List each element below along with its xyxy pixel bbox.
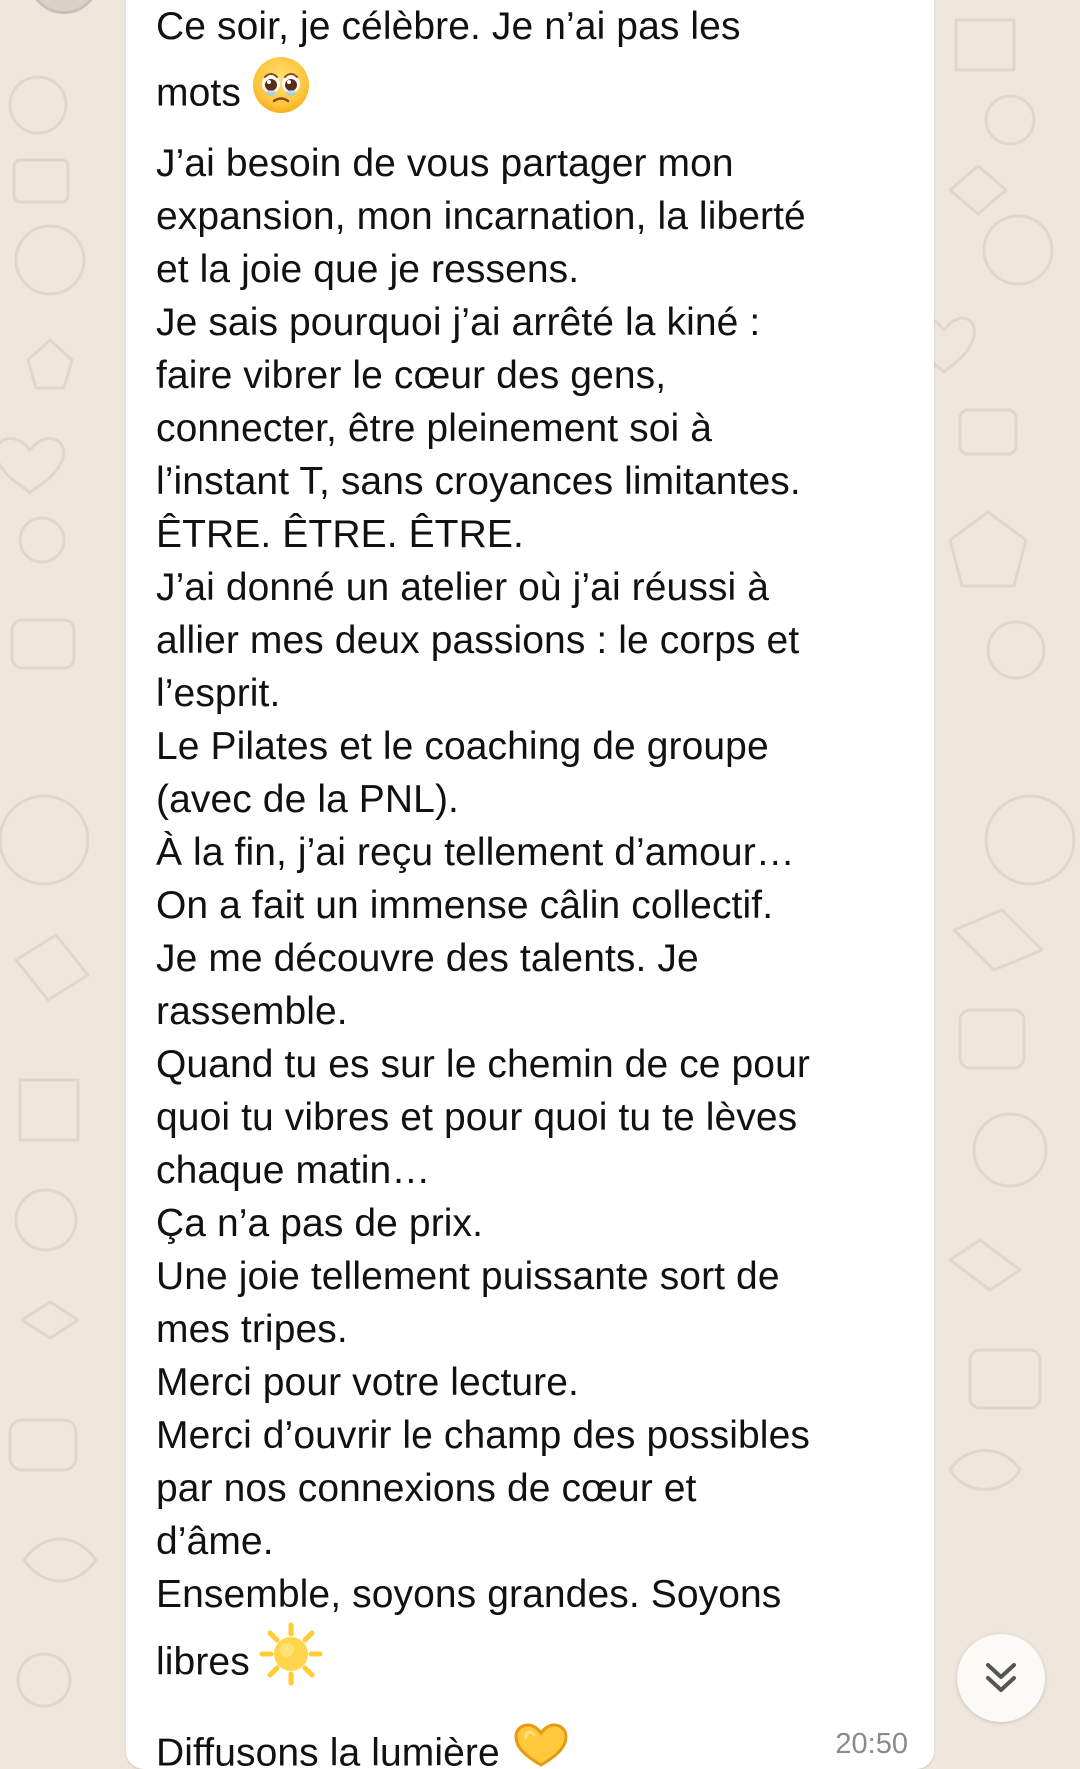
message-line-7: faire vibrer le cœur des gens, bbox=[156, 354, 667, 397]
message-line-4: expansion, mon incarnation, la liberté bbox=[156, 195, 806, 238]
message-line-23: Ça n’a pas de prix. bbox=[156, 1202, 484, 1245]
scroll-to-bottom-button[interactable] bbox=[957, 1634, 1045, 1722]
message-line-25: mes tripes. bbox=[156, 1308, 348, 1351]
message-line-21: quoi tu vibres et pour quoi tu te lèves bbox=[156, 1096, 798, 1139]
message-line-29: d’âme. bbox=[156, 1520, 274, 1563]
message-line-30: Ensemble, soyons grandes. Soyons bbox=[156, 1573, 782, 1616]
message-line-9: l’instant T, sans croyances limitantes. bbox=[156, 460, 801, 503]
message-line-1: Ce soir, je célèbre. Je n’ai pas les bbox=[156, 5, 741, 48]
double-chevron-down-icon bbox=[980, 1657, 1022, 1699]
sun-icon bbox=[258, 1621, 324, 1707]
message-line-2-text: mots bbox=[156, 71, 241, 115]
message-line-17: On a fait un immense câlin collectif. bbox=[156, 884, 774, 927]
message-line-32-text: Diffusons la lumière bbox=[156, 1731, 500, 1769]
message-line-13: l’esprit. bbox=[156, 672, 281, 715]
message-line-8: connecter, être pleinement soi à bbox=[156, 407, 713, 450]
message-line-2 bbox=[156, 53, 906, 137]
message-line-5: et la joie que je ressens. bbox=[156, 248, 580, 291]
message-line-3: J’ai besoin de vous partager mon bbox=[156, 142, 734, 185]
message-line-18: Je me découvre des talents. Je bbox=[156, 937, 699, 980]
message-line-32 bbox=[156, 1717, 906, 1769]
message-line-10: ÊTRE. ÊTRE. ÊTRE. bbox=[156, 513, 524, 556]
message-line-14: Le Pilates et le coaching de groupe bbox=[156, 725, 769, 768]
pleading-face-icon bbox=[249, 53, 313, 137]
message-line-19: rassemble. bbox=[156, 990, 348, 1033]
message-line-22: chaque matin… bbox=[156, 1149, 431, 1192]
message-line-15: (avec de la PNL). bbox=[156, 778, 459, 821]
heart-hands-icon bbox=[508, 1717, 574, 1769]
message-text bbox=[156, 0, 906, 1769]
message-line-27: Merci d’ouvrir le champ des possibles bbox=[156, 1414, 810, 1457]
message-line-26: Merci pour votre lecture. bbox=[156, 1361, 579, 1404]
message-line-31 bbox=[156, 1621, 906, 1707]
message-line-28: par nos connexions de cœur et bbox=[156, 1467, 697, 1510]
message-line-16: À la fin, j’ai reçu tellement d’amour… bbox=[156, 831, 795, 874]
message-bubble[interactable] bbox=[126, 0, 934, 1769]
message-timestamp: 20:50 bbox=[835, 1728, 908, 1760]
message-line-24: Une joie tellement puissante sort de bbox=[156, 1255, 780, 1298]
message-line-11: J’ai donné un atelier où j’ai réussi à bbox=[156, 566, 770, 609]
message-line-12: allier mes deux passions : le corps et bbox=[156, 619, 800, 662]
message-line-20: Quand tu es sur le chemin de ce pour bbox=[156, 1043, 810, 1086]
message-line-31-text: libres bbox=[156, 1640, 250, 1684]
message-line-6: Je sais pourquoi j’ai arrêté la kiné : bbox=[156, 301, 761, 344]
